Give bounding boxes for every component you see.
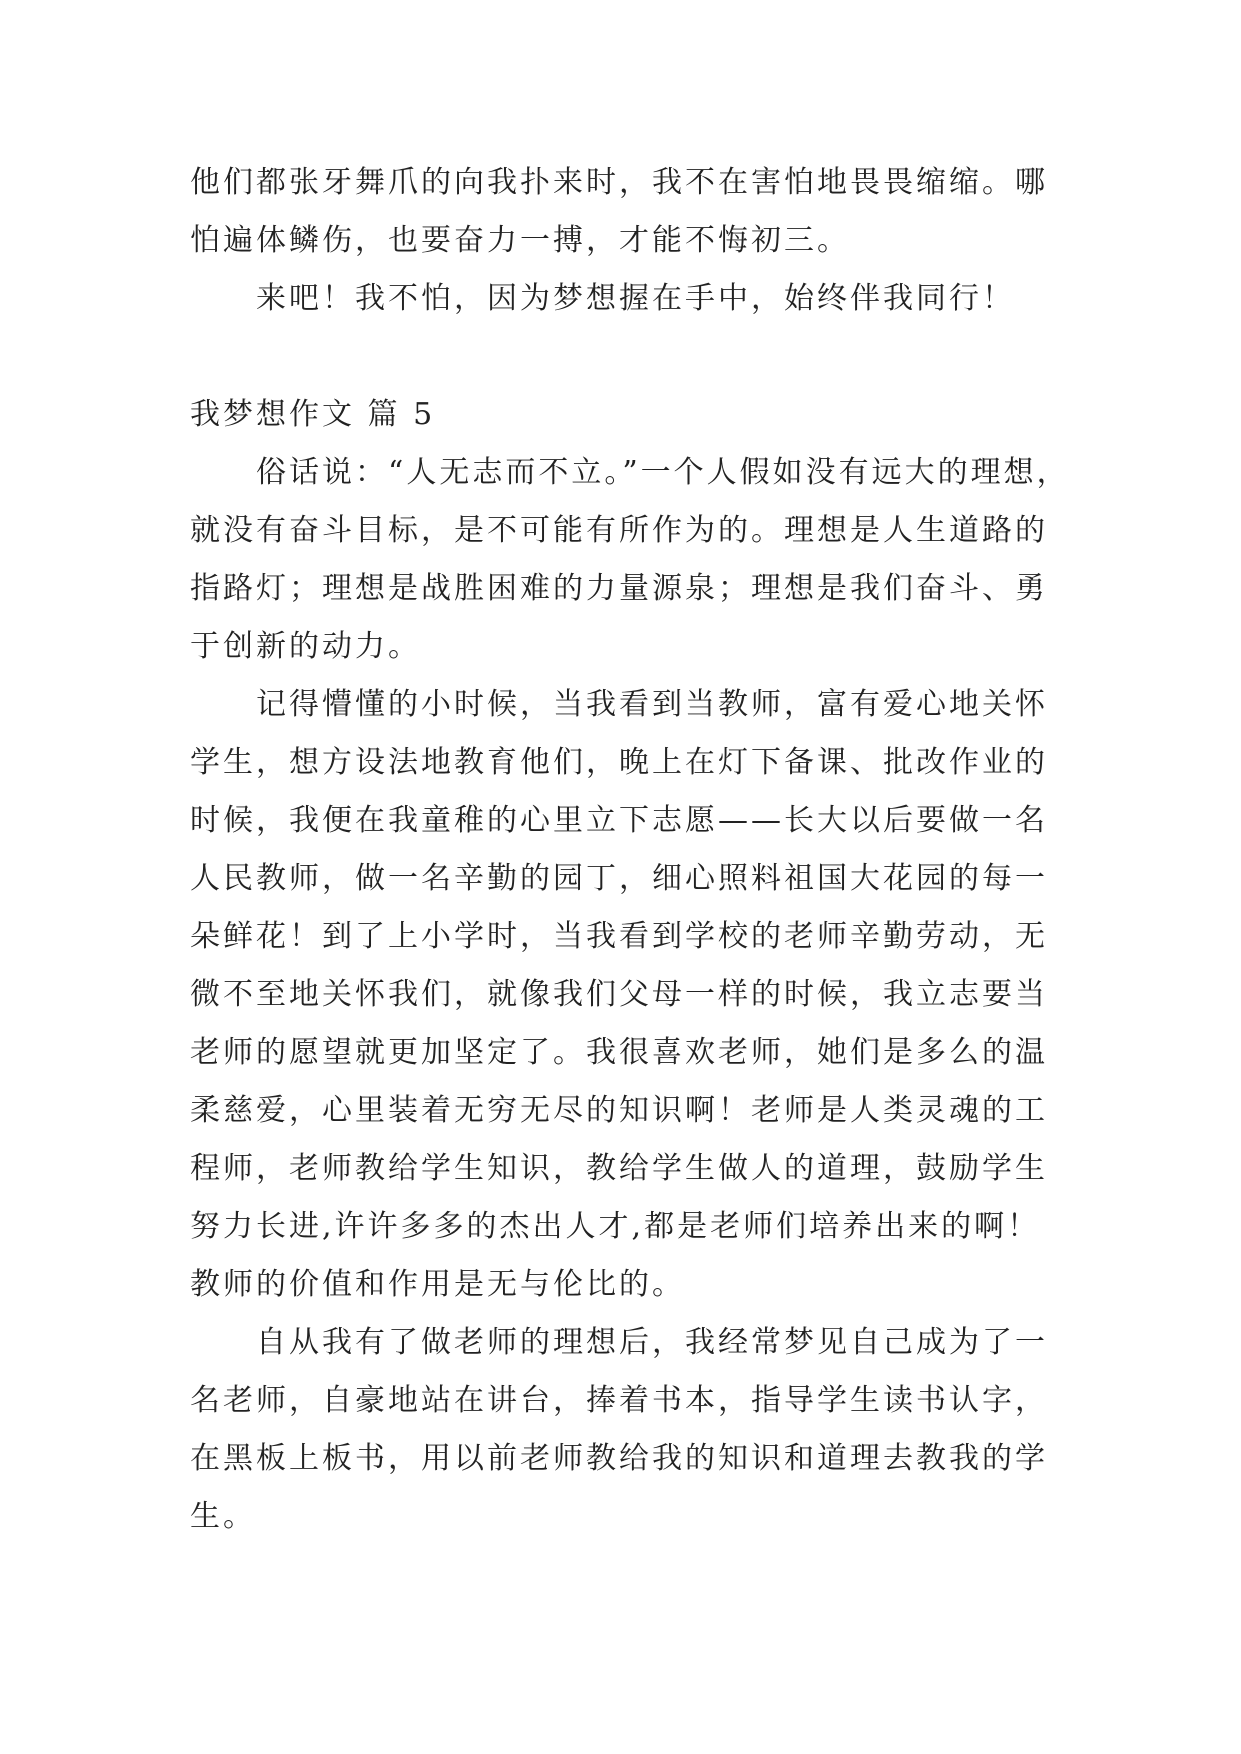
text-line: 俗话说：“人无志而不立。”一个人假如没有远大的理想， — [256, 455, 1070, 490]
paragraph-continuation — [190, 154, 1060, 270]
document-page — [190, 154, 1070, 1546]
text-line-wrap — [190, 444, 1070, 502]
text-line: 怕遍体鳞伤，也要奋力一搏，才能不悔初三。 — [190, 223, 850, 258]
text-line: 就没有奋斗目标，是不可能有所作为的。理想是人生道路的 — [190, 513, 1048, 548]
text-line-wrap — [190, 676, 1060, 734]
text-line: 他们都张牙舞爪的向我扑来时，我不在害怕地畏畏缩缩。哪 — [190, 165, 1048, 200]
text-line: 学生，想方设法地教育他们，晚上在灯下备课、批改作业的 — [190, 745, 1048, 780]
text-line: 自从我有了做老师的理想后，我经常梦见自己成为了一 — [256, 1325, 1048, 1360]
text-line: 努力长进,许许多多的杰出人才,都是老师们培养出来的啊！ — [190, 1209, 1041, 1244]
section-spacer — [190, 328, 1060, 386]
text-line: 来吧！我不怕，因为梦想握在手中，始终伴我同行！ — [256, 281, 1015, 316]
text-line: 教师的价值和作用是无与伦比的。 — [190, 1267, 685, 1302]
text-line: 生。 — [190, 1499, 256, 1534]
text-line: 时候，我便在我童稚的心里立下志愿——长大以后要做一名 — [190, 803, 1048, 838]
text-line: 名老师，自豪地站在讲台，捧着书本，指导学生读书认字， — [190, 1383, 1048, 1418]
text-line: 老师的愿望就更加坚定了。我很喜欢老师，她们是多么的温 — [190, 1035, 1048, 1070]
section-heading: 我梦想作文 篇 5 — [190, 397, 436, 432]
paragraph-1 — [190, 444, 1070, 676]
text-line-wrap — [190, 270, 1060, 328]
paragraph-come-on — [190, 270, 1060, 328]
text-line: 朵鲜花！到了上小学时，当我看到学校的老师辛勤劳动，无 — [190, 919, 1048, 954]
text-line: 指路灯；理想是战胜困难的力量源泉；理想是我们奋斗、勇 — [190, 571, 1048, 606]
paragraph-2 — [190, 676, 1060, 1314]
text-line: 在黑板上板书，用以前老师教给我的知识和道理去教我的学 — [190, 1441, 1048, 1476]
text-line: 程师，老师教给学生知识，教给学生做人的道理，鼓励学生 — [190, 1151, 1048, 1186]
text-line: 记得懵懂的小时候，当我看到当教师，富有爱心地关怀 — [256, 687, 1048, 722]
text-line-wrap — [190, 1314, 1060, 1372]
paragraph-3 — [190, 1314, 1060, 1546]
text-line: 微不至地关怀我们，就像我们父母一样的时候，我立志要当 — [190, 977, 1048, 1012]
text-line: 于创新的动力。 — [190, 629, 421, 664]
text-line: 柔慈爱，心里装着无穷无尽的知识啊！老师是人类灵魂的工 — [190, 1093, 1048, 1128]
text-line: 人民教师，做一名辛勤的园丁，细心照料祖国大花园的每一 — [190, 861, 1048, 896]
